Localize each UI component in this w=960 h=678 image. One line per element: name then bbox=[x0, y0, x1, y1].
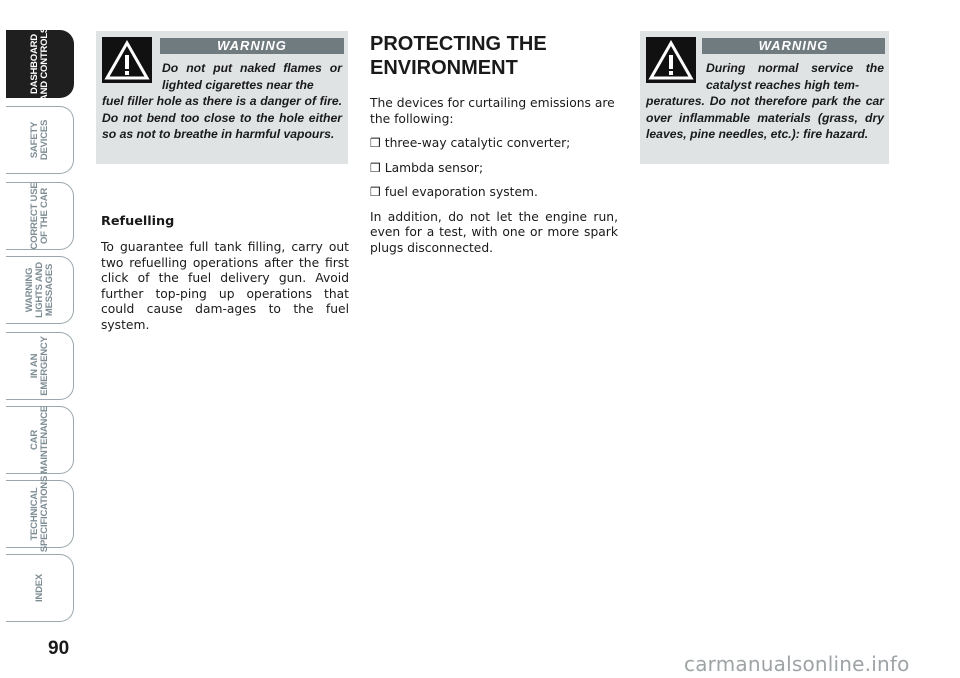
refuelling-body: To guarantee full tank filling, carry out two refuelling operations after the first click of the fuel delivery gun. Avoid further top-ping up operations that could cause dam-ages to the fuel system. bbox=[101, 240, 349, 332]
warning-box-catalyst bbox=[640, 31, 889, 164]
warning-banner: WARNING bbox=[160, 38, 344, 54]
watermark: carmanualsonline.info bbox=[684, 652, 910, 676]
page-number: 90 bbox=[48, 638, 70, 659]
list-item bbox=[370, 185, 618, 201]
warning-text bbox=[646, 60, 884, 143]
checkbox-icon: ❒ bbox=[370, 185, 381, 199]
list-item-text: three-way catalytic converter; bbox=[384, 136, 571, 150]
tab-index[interactable] bbox=[6, 554, 74, 622]
tab-label: WARNING LIGHTS AND MESSAGES bbox=[23, 262, 55, 318]
tab-label: DASHBOARD AND CONTROLS bbox=[28, 26, 50, 102]
checkbox-icon: ❒ bbox=[370, 136, 381, 150]
tab-label: CORRECT USE OF THE CAR bbox=[28, 182, 50, 250]
warning-text bbox=[102, 60, 342, 143]
tab-warning-lights-and-messages[interactable] bbox=[6, 256, 74, 324]
tab-label: CAR MAINTENANCE bbox=[28, 406, 50, 474]
tab-label: SAFETY DEVICES bbox=[28, 119, 50, 161]
warning-text-first: During normal service the catalyst reaches high tem- bbox=[706, 61, 884, 92]
environment-intro: The devices for curtailing emissions are the following: bbox=[370, 96, 615, 126]
tab-label: INDEX bbox=[33, 573, 45, 603]
warning-text-rest: peratures. Do not therefore park the car over inflammable materials (grass, dry leaves, pine needles, etc.): fire hazard. bbox=[646, 94, 884, 141]
tab-dashboard-and-controls[interactable] bbox=[6, 26, 74, 102]
tab-car-maintenance[interactable] bbox=[6, 406, 74, 474]
tab-in-an-emergency[interactable] bbox=[6, 332, 74, 400]
list-item-text: fuel evaporation system. bbox=[384, 185, 538, 199]
refuelling-title: Refuelling bbox=[101, 214, 175, 229]
tab-correct-use-of-the-car[interactable] bbox=[6, 182, 74, 250]
warning-box-fuel bbox=[96, 31, 348, 164]
list-item bbox=[370, 161, 618, 177]
environment-note: In addition, do not let the engine run, even for a test, with one or more spark plugs disconnected. bbox=[370, 209, 618, 255]
tab-label: TECHNICAL SPECIFICATIONS bbox=[28, 475, 50, 553]
environment-section bbox=[370, 96, 618, 256]
warning-text-first: Do not put naked flames or lighted cigarettes near the bbox=[162, 61, 342, 92]
warning-text-rest: fuel filler hole as there is a danger of fire. Do not bend too close to the hole either so as not to breathe in harmful vapours. bbox=[102, 94, 342, 141]
tab-label: IN AN EMERGENCY bbox=[28, 336, 50, 396]
tab-safety-devices[interactable] bbox=[6, 106, 74, 174]
list-item bbox=[370, 136, 618, 152]
checkbox-icon: ❒ bbox=[370, 160, 381, 175]
page-title: PROTECTING THE ENVIRONMENT bbox=[370, 33, 547, 79]
list-item-text: Lambda sensor; bbox=[384, 160, 484, 175]
warning-banner: WARNING bbox=[702, 38, 885, 54]
tab-technical-specifications[interactable] bbox=[6, 475, 74, 553]
